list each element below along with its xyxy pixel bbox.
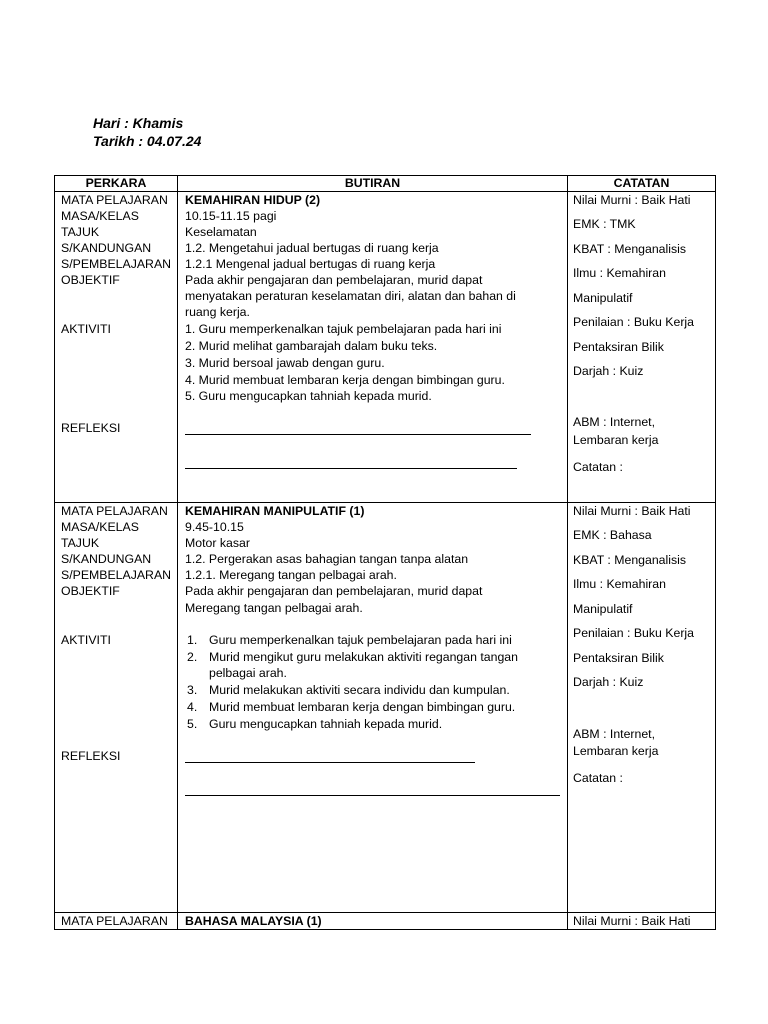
butiran-cell [178,192,568,503]
label-s-pembelajaran: S/PEMBELAJARAN [61,257,172,271]
note-nilai-murni: Nilai Murni : Baik Hati [573,193,691,207]
label-refleksi: REFLEKSI [61,421,121,435]
note-ilmu-cont: Manipulatif [573,291,633,305]
table-row [55,913,716,930]
reflection-line [185,795,560,796]
table-row [55,503,716,913]
activity-item: 1. Guru memperkenalkan tajuk pembelajaran pada hari ini [185,322,502,336]
table-row [55,192,716,503]
note-ilmu: Ilmu : Kemahiran [573,577,666,591]
note-kbat: KBAT : Menganalisis [573,242,687,256]
objective-line: ruang kerja. [185,305,250,319]
day-heading: Hari : Khamis [93,115,184,131]
label-mata-pelajaran: MATA PELAJARAN [61,914,168,928]
subject-title: KEMAHIRAN HIDUP (2) [185,193,321,207]
objective-line: Pada akhir pengajaran dan pembelajaran, murid dapat [185,584,483,598]
lesson-topic: Keselamatan [185,225,257,239]
column-header-butiran: BUTIRAN [178,176,568,192]
reflection-line [185,434,531,435]
note-abm-cont: Lembaran kerja [573,744,659,758]
activity-item: 4. Murid membuat lembaran kerja dengan bimbingan guru. [187,700,516,714]
label-s-kandungan: S/KANDUNGAN [61,241,152,255]
activity-item: 3. Murid bersoal jawab dengan guru. [185,356,385,370]
content-standard: 1.2. Mengetahui jadual bertugas di ruang kerja [185,241,439,255]
activity-item: 4. Murid membuat lembaran kerja dengan bimbingan guru. [185,373,505,387]
catatan-cell [568,503,716,913]
label-mata-pelajaran: MATA PELAJARAN [61,504,168,518]
label-s-kandungan: S/KANDUNGAN [61,552,152,566]
label-objektif: OBJEKTIF [61,273,120,287]
label-aktiviti: AKTIVITI [61,633,111,647]
date-heading: Tarikh : 04.07.24 [93,133,202,149]
label-objektif: OBJEKTIF [61,584,120,598]
note-nilai-murni: Nilai Murni : Baik Hati [573,914,691,928]
label-masa-kelas: MASA/KELAS [61,520,139,534]
note-nilai-murni: Nilai Murni : Baik Hati [573,504,691,518]
note-abm-cont: Lembaran kerja [573,433,659,447]
objective-line: menyatakan peraturan keselamatan diri, alatan dan bahan di [185,289,516,303]
column-header-perkara: PERKARA [55,176,178,192]
table-header-row [55,176,716,192]
note-darjah: Darjah : Kuiz [573,675,644,689]
note-darjah: Darjah : Kuiz [573,364,644,378]
subject-title: BAHASA MALAYSIA (1) [185,914,322,928]
subject-title: KEMAHIRAN MANIPULATIF (1) [185,504,365,518]
objective-line: Pada akhir pengajaran dan pembelajaran, murid dapat [185,273,483,287]
note-catatan: Catatan : [573,460,623,474]
learning-standard: 1.2.1 Mengenal jadual bertugas di ruang kerja [185,257,436,271]
reflection-line [185,468,517,469]
note-penilaian: Penilaian : Buku Kerja [573,315,694,329]
note-ilmu: Ilmu : Kemahiran [573,266,666,280]
label-tajuk: TAJUK [61,225,100,239]
note-penilaian: Penilaian : Buku Kerja [573,626,694,640]
activity-item: 3. Murid melakukan aktiviti secara individu dan kumpulan. [187,683,510,697]
butiran-cell [178,913,568,930]
catatan-cell [568,192,716,503]
label-mata-pelajaran: MATA PELAJARAN [61,193,168,207]
catatan-cell [568,913,716,930]
lesson-time: 9.45-10.15 [185,520,244,534]
note-emk: EMK : TMK [573,217,636,231]
lesson-time: 10.15-11.15 pagi [185,209,277,223]
note-abm: ABM : Internet, [573,415,656,429]
reflection-line [185,762,475,763]
note-ilmu-cont: Manipulatif [573,602,633,616]
note-pentaksiran: Pentaksiran Bilik [573,651,664,665]
label-tajuk: TAJUK [61,536,100,550]
lesson-plan-table [54,175,716,930]
learning-standard: 1.2.1. Meregang tangan pelbagai arah. [185,568,397,582]
content-standard: 1.2. Pergerakan asas bahagian tangan tanpa alatan [185,552,469,566]
butiran-cell [178,503,568,913]
label-masa-kelas: MASA/KELAS [61,209,139,223]
objective-line: Meregang tangan pelbagai arah. [185,601,363,615]
label-s-pembelajaran: S/PEMBELAJARAN [61,568,172,582]
note-emk: EMK : Bahasa [573,528,652,542]
note-abm: ABM : Internet, [573,727,656,741]
note-catatan: Catatan : [573,771,623,785]
perkara-cell [55,913,178,930]
column-header-catatan: CATATAN [568,176,716,192]
label-aktiviti: AKTIVITI [61,322,111,336]
perkara-cell [55,503,178,913]
activity-item: 5. Guru mengucapkan tahniah kepada murid. [185,389,432,403]
lesson-topic: Motor kasar [185,536,250,550]
activity-item: 1. Guru memperkenalkan tajuk pembelajaran pada hari ini [187,633,512,647]
label-refleksi: REFLEKSI [61,749,121,763]
activity-item-cont: pelbagai arah. [209,666,287,680]
activity-item: 2. Murid melihat gambarajah dalam buku teks. [185,339,438,353]
note-kbat: KBAT : Menganalisis [573,553,687,567]
note-pentaksiran: Pentaksiran Bilik [573,340,664,354]
perkara-cell [55,192,178,503]
activity-item: 2. Murid mengikut guru melakukan aktiviti regangan tangan [187,650,518,664]
activity-item: 5. Guru mengucapkan tahniah kepada murid. [187,717,443,731]
